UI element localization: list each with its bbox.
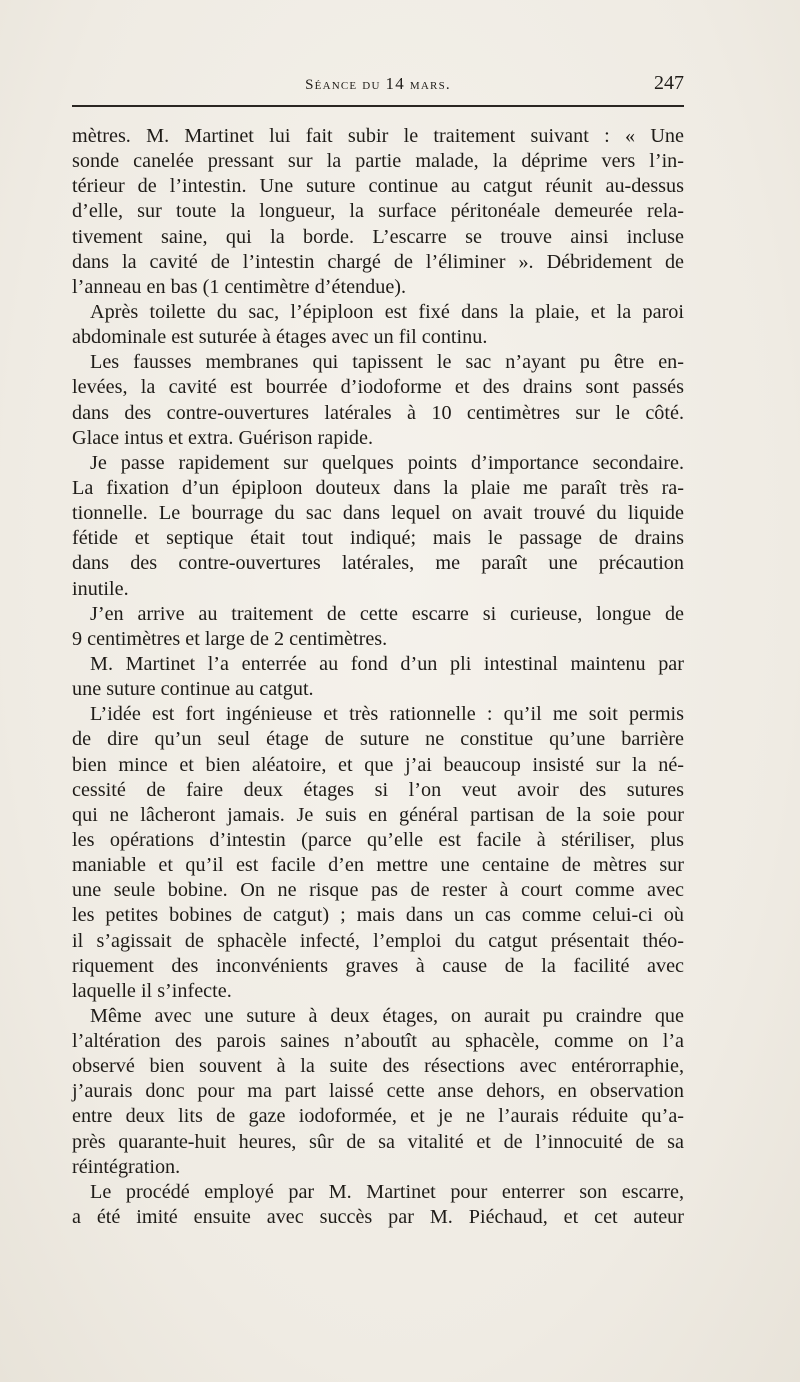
text-line: La fixation d’un épiploon douteux dans la plaie me paraît très ra-: [72, 476, 684, 499]
text-line: réintégration.: [72, 1155, 181, 1178]
page-header: [72, 72, 684, 98]
text-line: qui ne lâcheront jamais. Je suis en général partisan de la soie pour: [72, 803, 684, 826]
text-line: maniable et qu’il est facile d’en mettre une centaine de mètres sur: [72, 854, 684, 877]
text-line: j’aurais donc pour ma part laissé cette anse dehors, en observation: [72, 1080, 684, 1103]
text-line: abdominale est suturée à étages avec un fil continu.: [72, 326, 488, 349]
text-line: a été imité ensuite avec succès par M. Piéchaud, et cet auteur: [72, 1206, 684, 1229]
running-title-suffix: mars.: [404, 77, 451, 93]
text-line: dans la cavité de l’intestin chargé de l’éliminer ». Débridement de: [72, 250, 684, 273]
text-line: cessité de faire deux étages si l’on veut avoir des sutures: [72, 778, 684, 801]
text-line: d’elle, sur toute la longueur, la surface péritonéale demeurée rela-: [72, 200, 684, 223]
text-line: Les fausses membranes qui tapissent le sac n’ayant pu être en-: [90, 351, 684, 374]
text-line: les petites bobines de catgut) ; mais dans un cas comme celui-ci où: [72, 904, 684, 927]
text-line: Le procédé employé par M. Martinet pour enterrer son escarre,: [90, 1180, 684, 1203]
text-line: Même avec une suture à deux étages, on aurait pu craindre que: [90, 1004, 684, 1027]
text-line: fétide et septique était tout indiqué; mais le passage de drains: [72, 527, 684, 550]
text-line: M. Martinet l’a enterrée au fond d’un pli intestinal maintenu par: [90, 652, 684, 675]
header-rule: [72, 105, 684, 107]
text-line: dans des contre-ouvertures latérales, me paraît une précaution: [72, 552, 684, 575]
text-line: mètres. M. Martinet lui fait subir le traitement suivant : « Une: [72, 125, 684, 147]
page-number: 247: [654, 72, 684, 94]
running-title-date: 14: [385, 74, 405, 93]
text-line: observé bien souvent à la suite des résections avec entérorraphie,: [72, 1055, 684, 1078]
text-line: 9 centimètres et large de 2 centimètres.: [72, 627, 388, 650]
text-line: levées, la cavité est bourrée d’iodoforme et des drains sont passés: [72, 376, 684, 399]
text-line: les opérations d’intestin (parce qu’elle est facile à stériliser, plus: [72, 828, 684, 851]
text-line: dans des contre-ouvertures latérales à 10 centimètres sur le côté.: [72, 401, 684, 424]
text-line: riquement des inconvénients graves à cause de la facilité avec: [72, 954, 684, 977]
text-line: inutile.: [72, 577, 129, 600]
text-line: entre deux lits de gaze iodoformée, et je ne l’aurais réduite qu’a-: [72, 1105, 684, 1128]
text-line: Glace intus et extra. Guérison rapide.: [72, 426, 374, 449]
text-line: sonde canelée pressant sur la partie malade, la déprime vers l’in-: [72, 150, 684, 173]
text-line: de dire qu’un seul étage de suture ne constitue qu’une barrière: [72, 728, 684, 751]
text-line: une seule bobine. On ne risque pas de rester à court comme avec: [72, 879, 684, 902]
text-line: près quarante-huit heures, sûr de sa vitalité et de l’innocuité de sa: [72, 1130, 684, 1153]
text-line: Je passe rapidement sur quelques points d’importance secondaire.: [90, 451, 684, 474]
text-line: l’altération des parois saines n’aboutît au sphacèle, comme on l’a: [72, 1030, 684, 1053]
running-title-prefix: Séance du: [305, 77, 386, 93]
running-title: [72, 74, 684, 94]
text-line: L’idée est fort ingénieuse et très rationnelle : qu’il me soit permis: [90, 703, 684, 726]
text-line: laquelle il s’infecte.: [72, 979, 232, 1002]
text-line: une suture continue au catgut.: [72, 678, 314, 701]
text-line: il s’agissait de sphacèle infecté, l’emploi du catgut présentait théo-: [72, 929, 684, 952]
text-line: tivement saine, qui la borde. L’escarre se trouve ainsi incluse: [72, 225, 684, 248]
text-line: térieur de l’intestin. Une suture continue au catgut réunit au-dessus: [72, 175, 684, 198]
text-line: tionnelle. Le bourrage du sac dans lequel on avait trouvé du liquide: [72, 502, 684, 525]
text-line: Après toilette du sac, l’épiploon est fixé dans la plaie, et la paroi: [90, 300, 684, 323]
body-text: [72, 124, 684, 1230]
text-line: bien mince et bien aléatoire, et que j’ai beaucoup insisté sur la né-: [72, 753, 684, 776]
text-line: J’en arrive au traitement de cette escarre si curieuse, longue de: [90, 602, 684, 625]
text-line: l’anneau en bas (1 centimètre d’étendue).: [72, 275, 407, 298]
